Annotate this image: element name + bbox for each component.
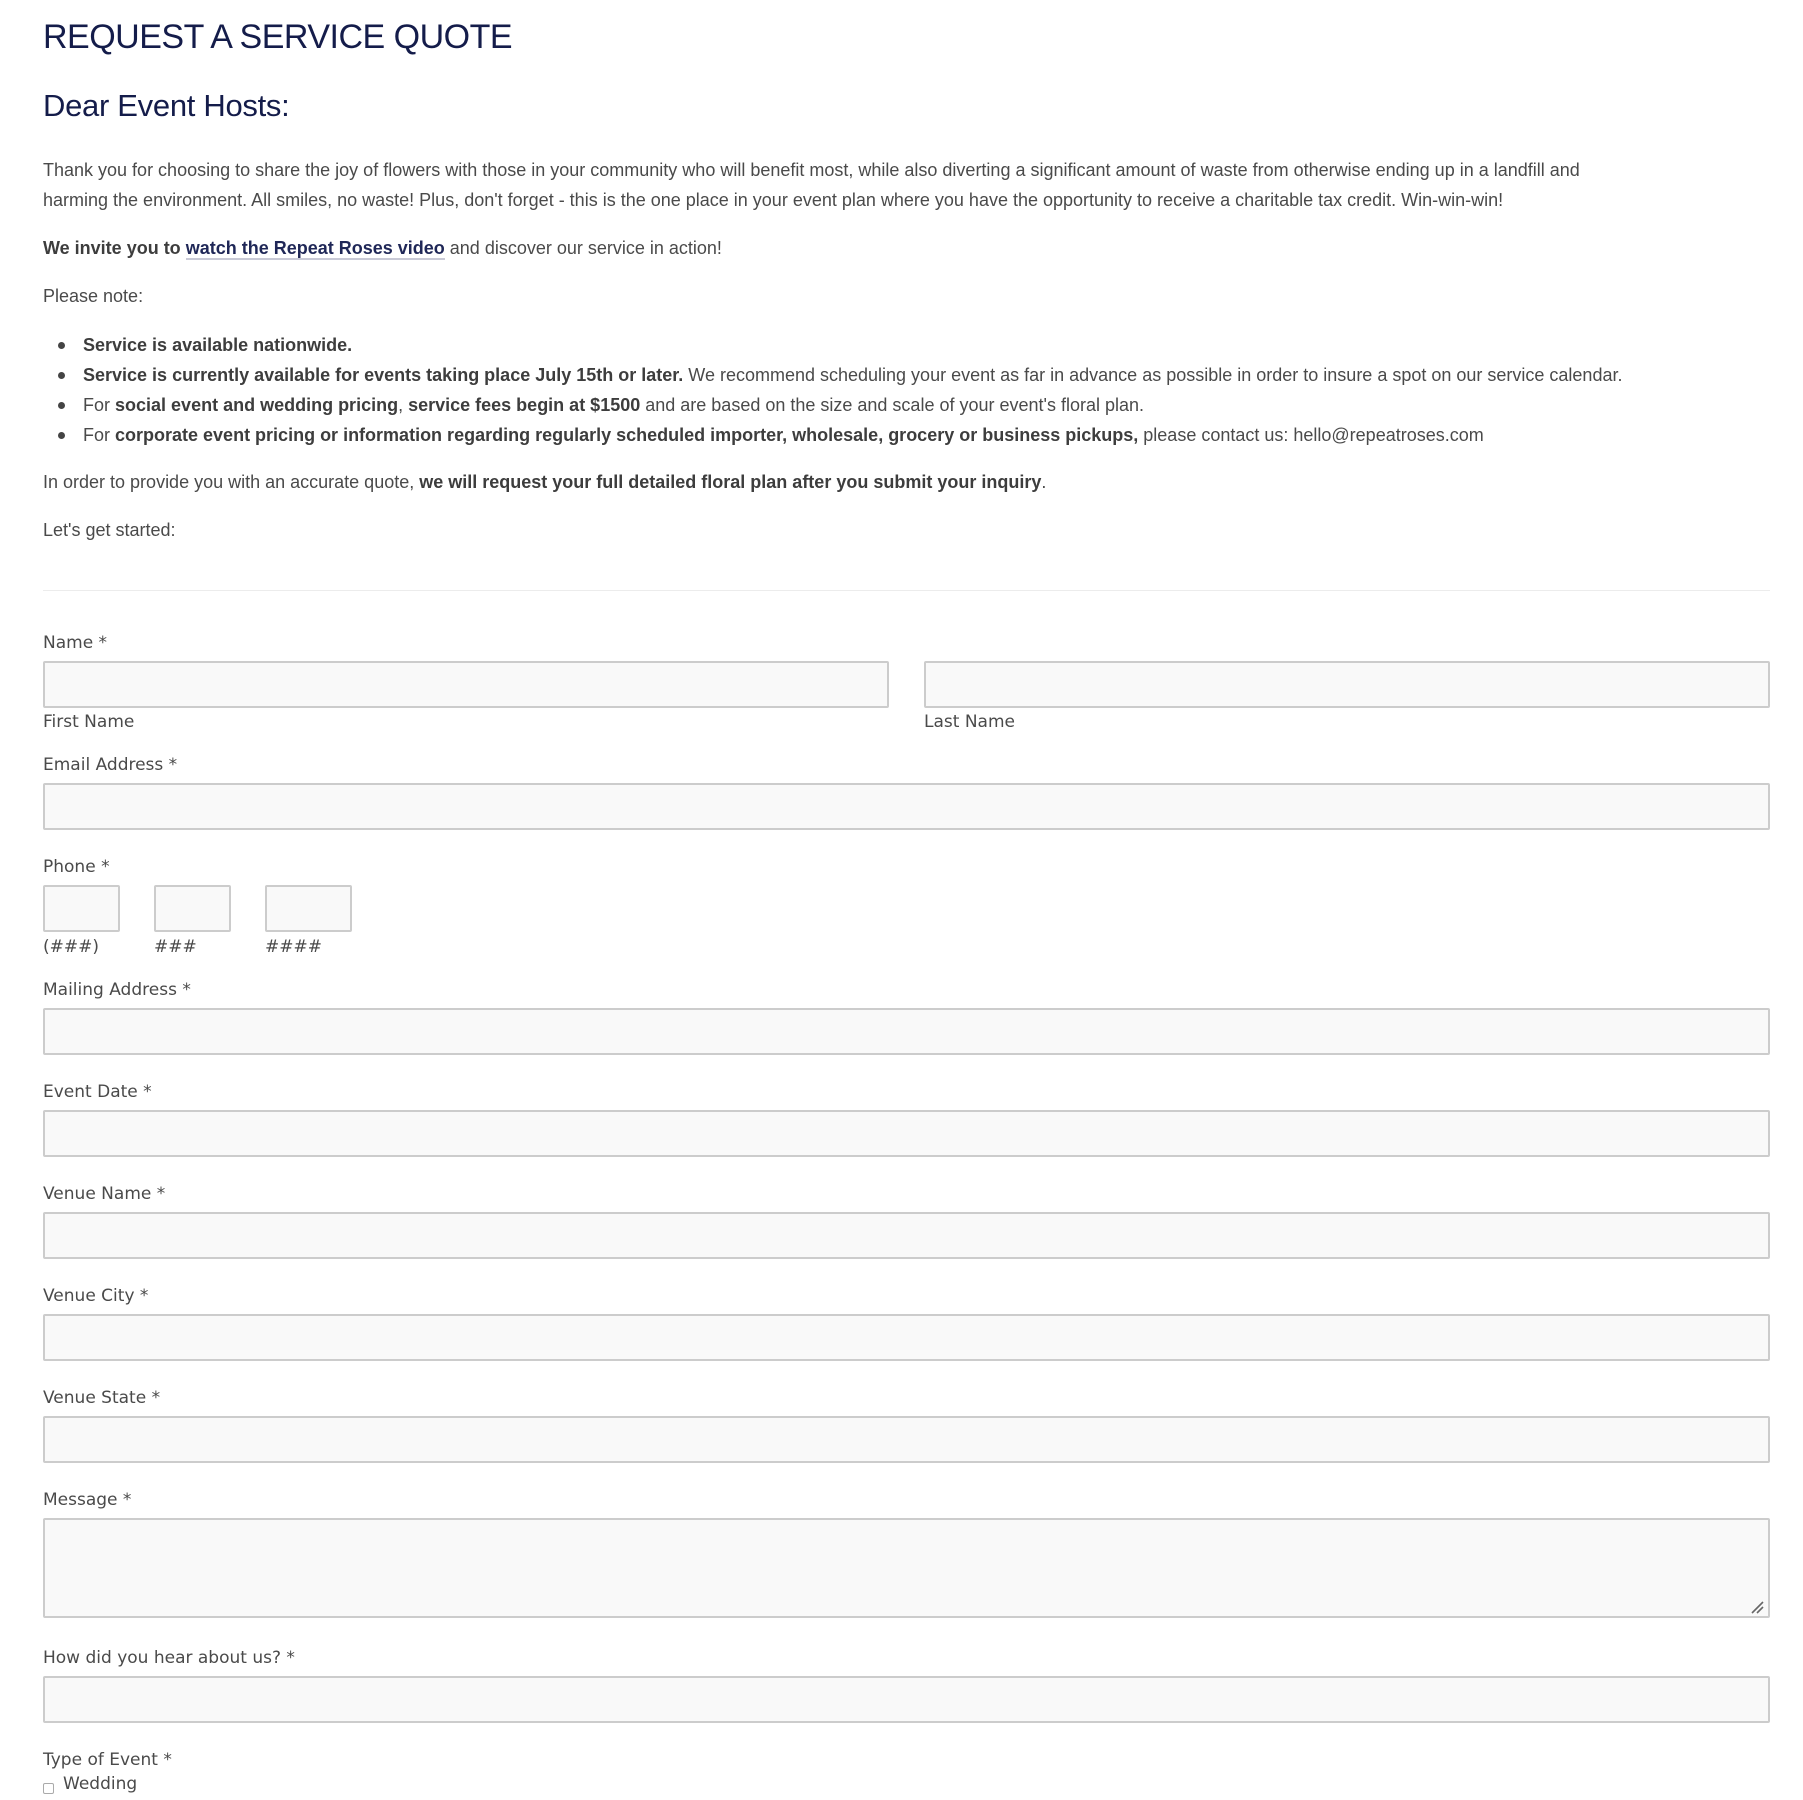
invite-paragraph (43, 233, 722, 263)
note-bold: Service is available nationwide. (83, 335, 353, 355)
invite-suffix: and discover our service in action! (444, 238, 722, 258)
closing-paragraph (43, 467, 1046, 497)
mailing-address-input[interactable] (43, 1008, 1770, 1055)
phone-line-number-sublabel: #### (265, 937, 322, 957)
name-label: Name * (43, 633, 108, 653)
venue-state-input[interactable] (43, 1416, 1770, 1463)
intro-paragraph (43, 155, 1580, 215)
bullet-icon (58, 342, 65, 349)
note-bold: social event and wedding pricing (115, 395, 399, 415)
watch-video-link[interactable]: watch the Repeat Roses video (185, 238, 445, 258)
closing-text: In order to provide you with an accurate quote, (43, 472, 420, 492)
first-name-sublabel: First Name (43, 712, 135, 732)
intro-line-1: Thank you for choosing to share the joy of flowers with those in your community who will benefit most, while also diverting a significant amount of waste from otherwise ending up in a landfill and (43, 160, 1580, 180)
email-input[interactable] (43, 783, 1770, 830)
message-label: Message * (43, 1490, 132, 1510)
phone-line-number-input[interactable] (265, 885, 352, 932)
note-text: We recommend scheduling your event as far in advance as possible in order to insure a spot on our service calendar. (683, 365, 1623, 385)
phone-area-code-input[interactable] (43, 885, 120, 932)
note-bold: corporate event pricing or information regarding regularly scheduled importer, wholesale, grocery or business pickups, (115, 425, 1139, 445)
notes-list (43, 330, 1622, 450)
intro-line-2: harming the environment. All smiles, no waste! Plus, don't forget - this is the one place in your event plan where you have the opportunity to receive a charitable tax credit. Win-win-win! (43, 190, 1504, 210)
note-text: please contact us: hello@repeatroses.com (1138, 425, 1484, 445)
heard-about-label: How did you hear about us? * (43, 1648, 295, 1668)
invite-prefix: We invite you to (43, 238, 181, 258)
event-type-label: Type of Event * (43, 1750, 172, 1770)
venue-state-label: Venue State * (43, 1388, 161, 1408)
venue-name-input[interactable] (43, 1212, 1770, 1259)
note-text: , (398, 395, 409, 415)
note-item (43, 390, 1622, 420)
venue-name-label: Venue Name * (43, 1184, 166, 1204)
note-text: and are based on the size and scale of your event's floral plan. (640, 395, 1145, 415)
resize-handle-icon[interactable] (1750, 1600, 1764, 1614)
greeting-heading: Dear Event Hosts: (43, 88, 290, 123)
heard-about-input[interactable] (43, 1676, 1770, 1723)
bullet-icon (58, 432, 65, 439)
please-note-label: Please note: (43, 286, 144, 306)
phone-prefix-input[interactable] (154, 885, 231, 932)
note-bold: service fees begin at $1500 (408, 395, 641, 415)
message-textarea[interactable] (43, 1518, 1770, 1618)
mailing-address-label: Mailing Address * (43, 980, 191, 1000)
venue-city-label: Venue City * (43, 1286, 149, 1306)
wedding-option-label[interactable]: Wedding (63, 1774, 138, 1794)
page-title: REQUEST A SERVICE QUOTE (43, 18, 513, 56)
venue-city-input[interactable] (43, 1314, 1770, 1361)
note-text: For (83, 425, 116, 445)
last-name-input[interactable] (924, 661, 1770, 708)
note-text: For (83, 395, 116, 415)
event-date-input[interactable] (43, 1110, 1770, 1157)
first-name-input[interactable] (43, 661, 889, 708)
phone-label: Phone * (43, 857, 110, 877)
wedding-checkbox[interactable] (43, 1783, 54, 1794)
note-item (43, 330, 1622, 360)
last-name-sublabel: Last Name (924, 712, 1015, 732)
email-label: Email Address * (43, 755, 178, 775)
note-item (43, 420, 1622, 450)
event-date-label: Event Date * (43, 1082, 152, 1102)
closing-bold: we will request your full detailed floral plan after you submit your inquiry (419, 472, 1042, 492)
note-item (43, 360, 1622, 390)
section-divider (43, 590, 1770, 591)
note-bold: Service is currently available for events taking place July 15th or later. (83, 365, 684, 385)
bullet-icon (58, 372, 65, 379)
phone-area-code-sublabel: (###) (43, 937, 99, 957)
lets-get-started: Let's get started: (43, 520, 176, 540)
bullet-icon (58, 402, 65, 409)
closing-text: . (1041, 472, 1047, 492)
phone-prefix-sublabel: ### (154, 937, 197, 957)
